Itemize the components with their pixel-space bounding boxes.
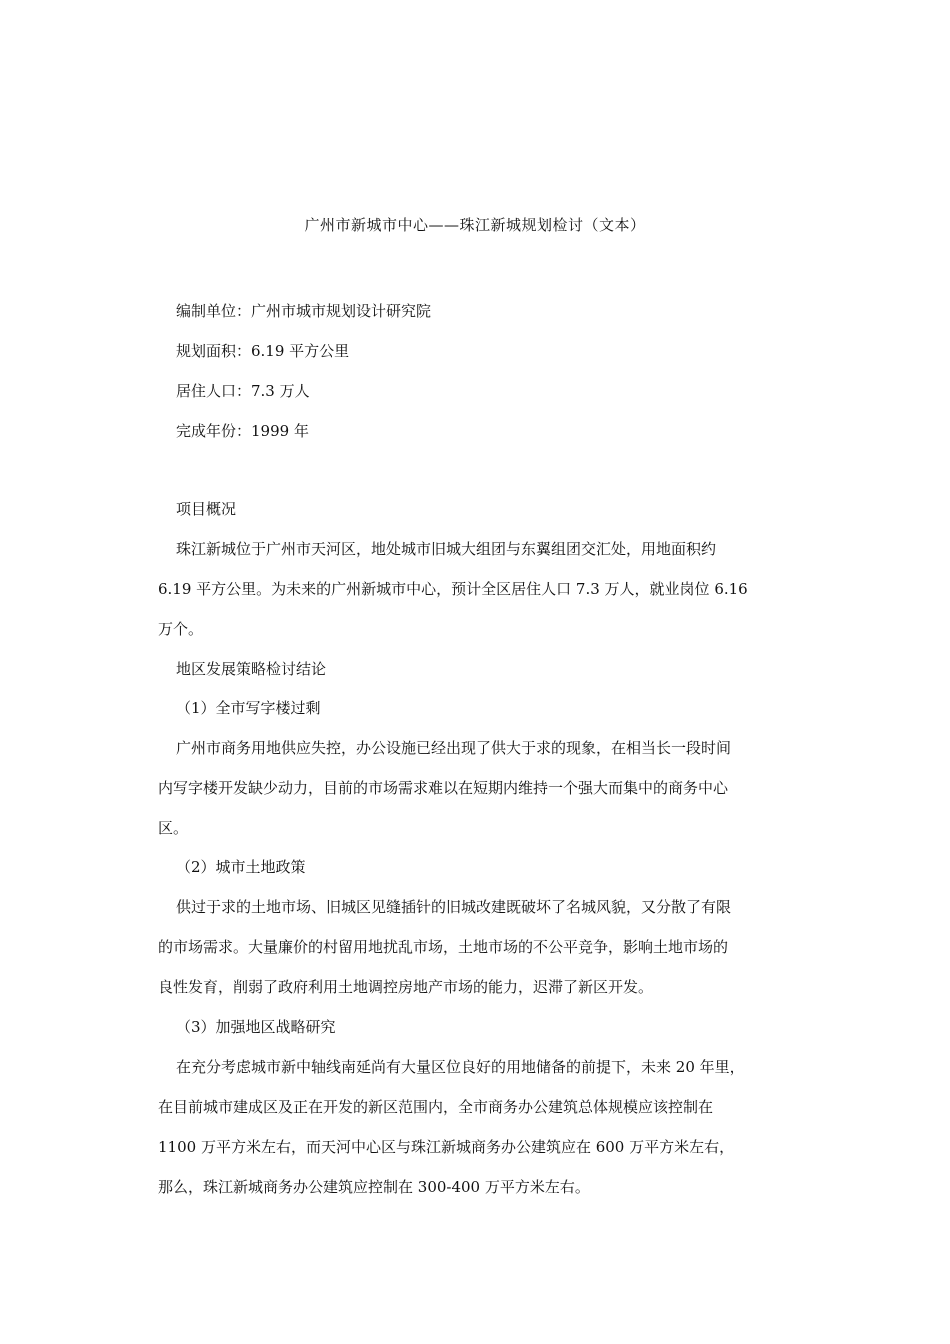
subheading-office-surplus: （1）全市写字楼过剩 — [176, 699, 321, 717]
paragraph-line: 的市场需求。大量廉价的村留用地扰乱市场，土地市场的不公平竞争，影响土地市场的 — [158, 938, 729, 956]
paragraph-line: 6.19 平方公里。为未来的广州新城市中心，预计全区居住人口 7.3 万人，就业岗位 6.16 — [158, 580, 748, 598]
paragraph-line: 内写字楼开发缺少动力，目前的市场需求难以在短期内维持一个强大而集中的商务中心 — [158, 779, 729, 797]
paragraph-line: 区。 — [158, 819, 189, 837]
subheading-land-policy: （2）城市土地政策 — [176, 858, 306, 876]
paragraph-line: 那么，珠江新城商务办公建筑应控制在 300-400 万平方米左右。 — [158, 1178, 590, 1196]
paragraph-line: 在充分考虑城市新中轴线南延尚有大量区位良好的用地储备的前提下，未来 20 年里， — [176, 1058, 745, 1076]
paragraph-line: 珠江新城位于广州市天河区，地处城市旧城大组团与东翼组团交汇处，用地面积约 — [176, 540, 717, 558]
page-title: 广州市新城市中心——珠江新城规划检讨（文本） — [304, 216, 646, 234]
meta-completion-year: 完成年份：1999 年 — [176, 422, 309, 440]
paragraph-line: 良性发育，削弱了政府利用土地调控房地产市场的能力，迟滞了新区开发。 — [158, 978, 654, 996]
section-heading-overview: 项目概况 — [176, 500, 237, 518]
meta-population: 居住人口：7.3 万人 — [176, 382, 310, 400]
paragraph-line: 在目前城市建成区及正在开发的新区范围内，全市商务办公建筑总体规模应该控制在 — [158, 1098, 714, 1116]
meta-compiling-unit: 编制单位：广州市城市规划设计研究院 — [176, 302, 432, 320]
paragraph-line: 1100 万平方米左右，而天河中心区与珠江新城商务办公建筑应在 600 万平方米左右， — [158, 1138, 735, 1156]
section-heading-strategy: 地区发展策略检讨结论 — [176, 660, 327, 678]
paragraph-line: 广州市商务用地供应失控，办公设施已经出现了供大于求的现象，在相当长一段时间 — [176, 739, 732, 757]
paragraph-line: 万个。 — [158, 620, 204, 638]
paragraph-line: 供过于求的土地市场、旧城区见缝插针的旧城改建既破坏了名城风貌，又分散了有限 — [176, 898, 732, 916]
subheading-regional-strategy: （3）加强地区战略研究 — [176, 1018, 336, 1036]
meta-planning-area: 规划面积：6.19 平方公里 — [176, 342, 350, 360]
